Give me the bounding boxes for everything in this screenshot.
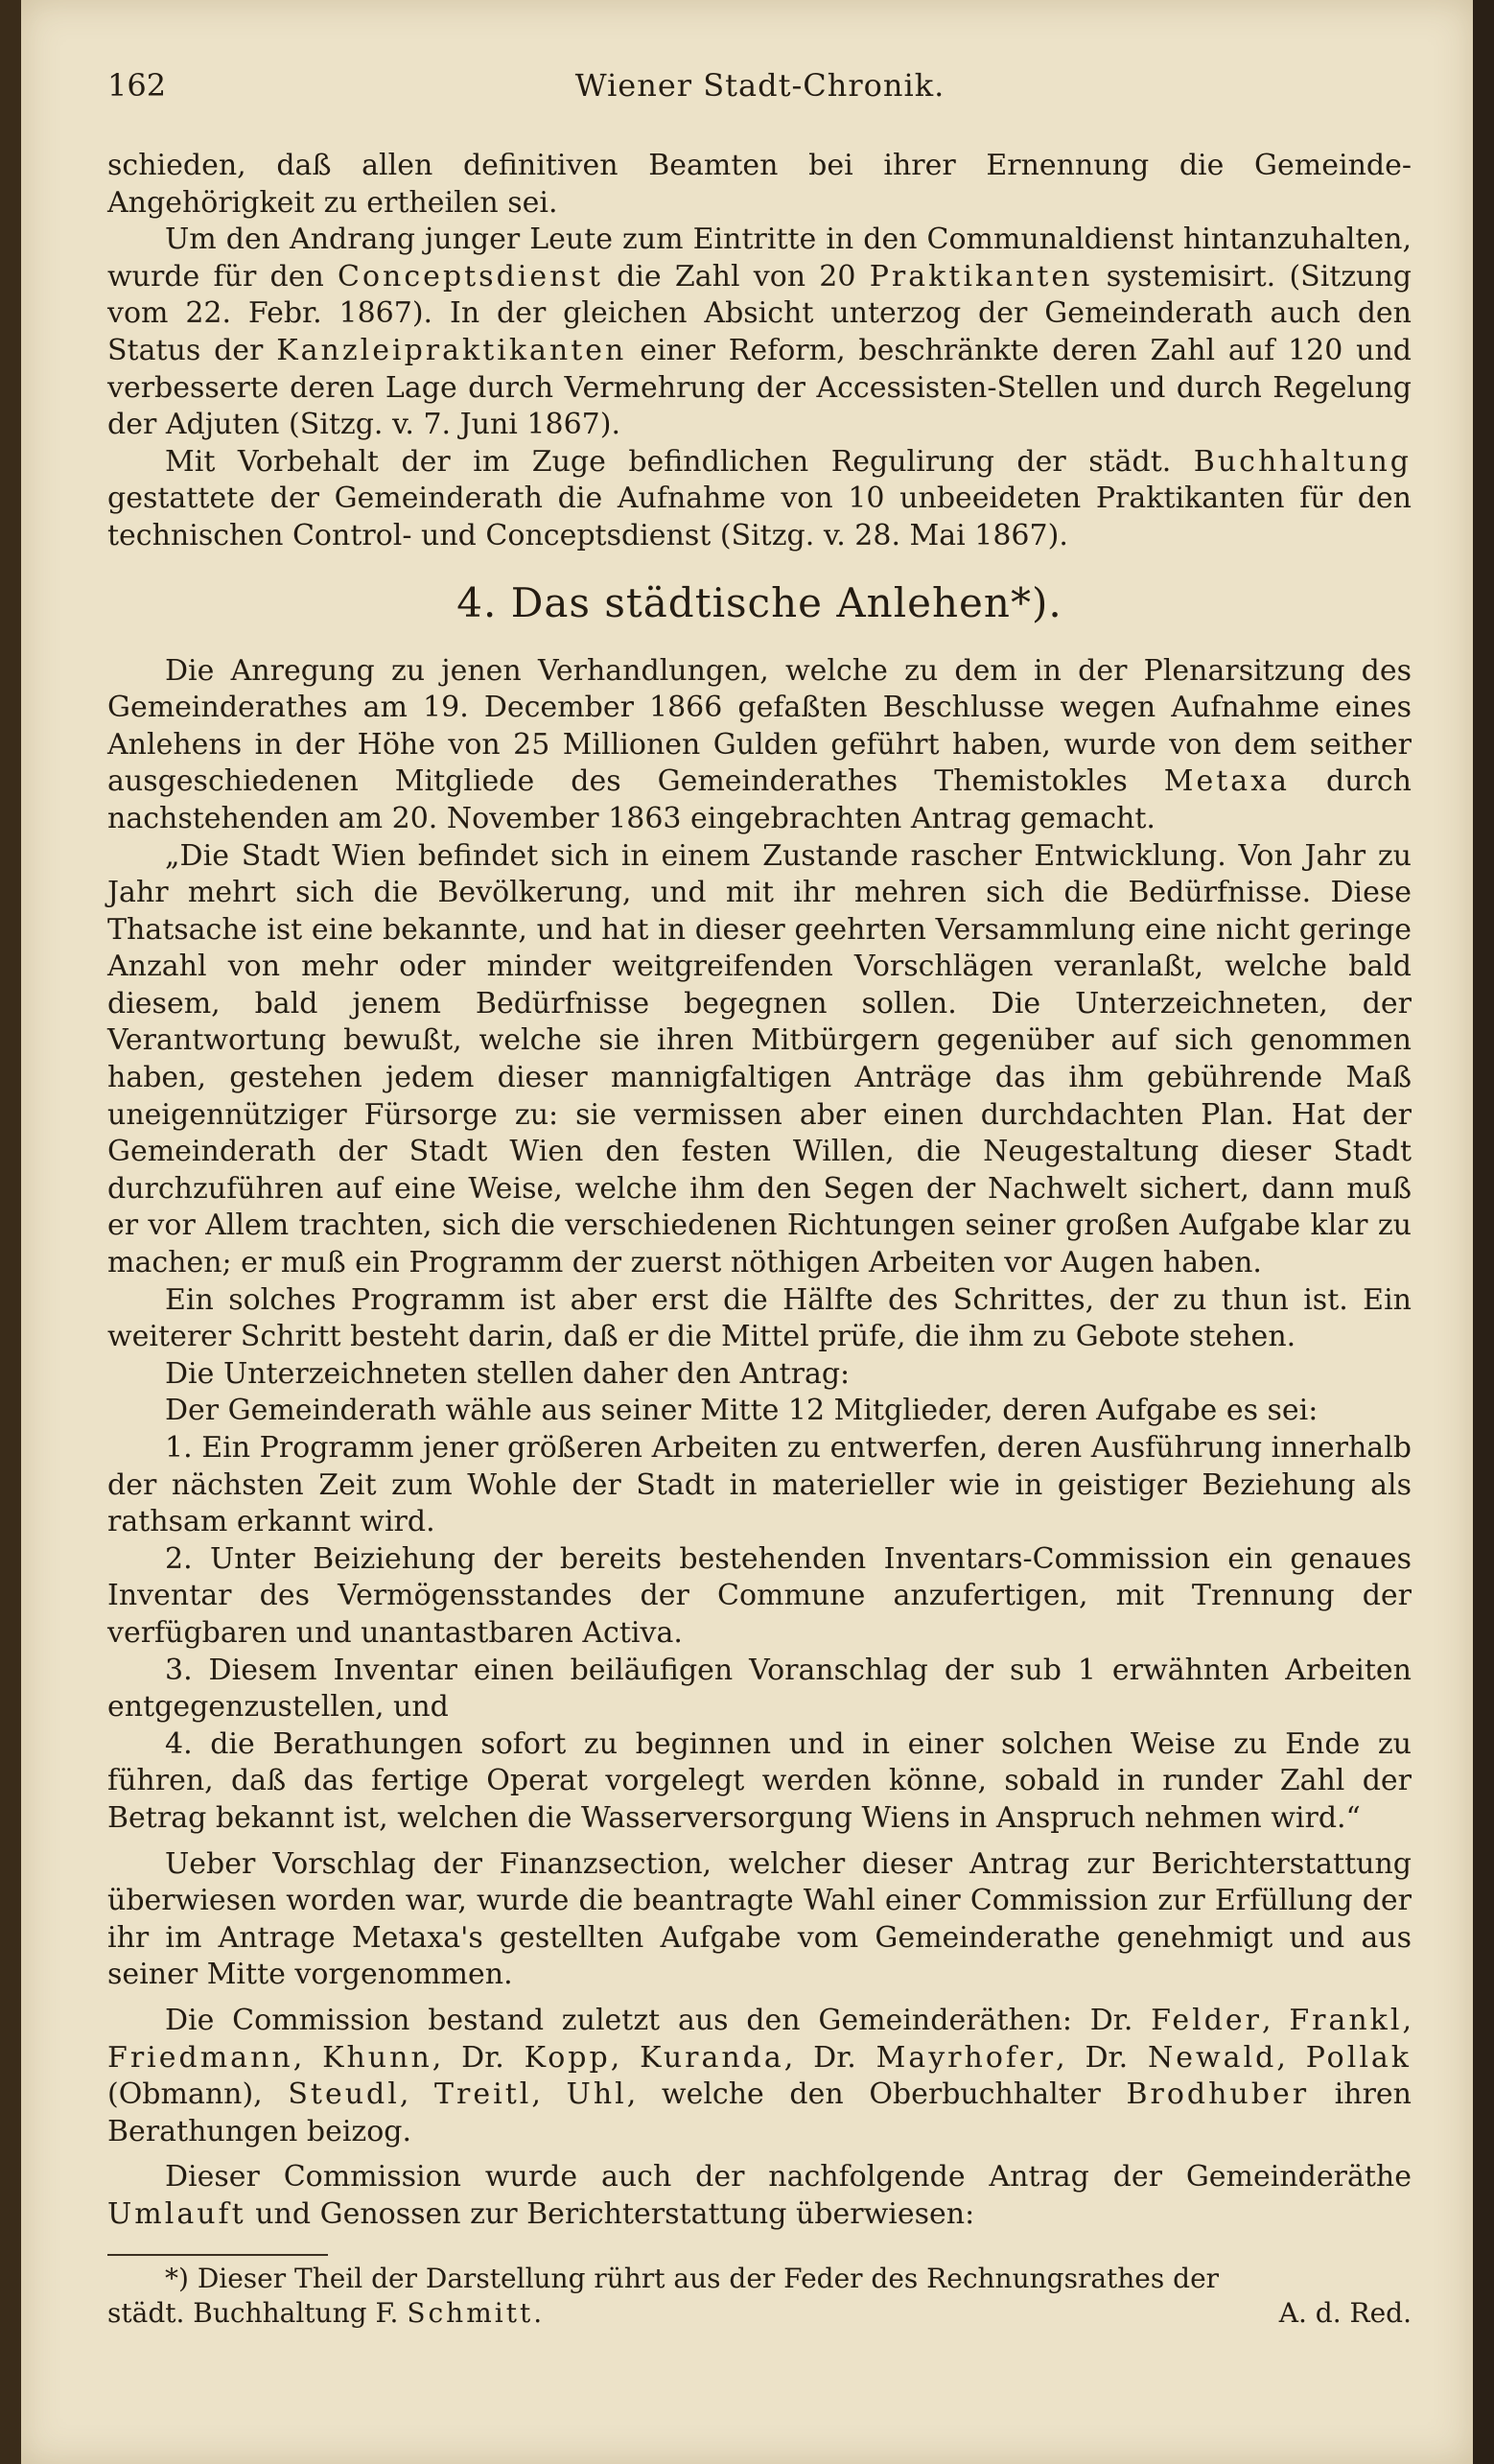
text-run: , Dr. — [1056, 2040, 1148, 2075]
text-run: einer Reform, beschränkte deren Zahl auf 120 und verbesserte deren Lage durch Vermehrung der Accessisten-Stellen und durch Regelung der Adjuten (Sitzg. v. 7. Juni 1867). — [107, 333, 1412, 442]
spaced-name: Brodhuber — [1126, 2077, 1310, 2112]
paragraph-2 — [107, 222, 1412, 444]
spaced-name: Kuranda — [640, 2040, 784, 2075]
footnote-line-2 — [107, 2296, 1412, 2331]
book-page — [21, 0, 1473, 2464]
text-run: systemisirt. (Sitzung vom 22. Febr. 1867). In der gleichen Absicht unterzog der Gemeinderath auch den Status der — [107, 259, 1412, 367]
right-page-edge — [1473, 0, 1494, 2464]
text-run: , Dr. — [432, 2040, 525, 2075]
text-run: , — [610, 2040, 641, 2075]
quote-item-1: 1. Ein Programm jener größeren Arbeiten zu entwerfen, deren Ausführung innerhalb der nächsten Zeit zum Wohle der Stadt in materieller wie in geistiger Beziehung als rathsam erkannt wird. — [107, 1431, 1412, 1539]
text-run: , — [1402, 2003, 1412, 2037]
spaced-name: Friedmann — [107, 2040, 293, 2075]
text-run: , — [1262, 2003, 1290, 2037]
quote-paragraph-3: Die Unterzeichneten stellen daher den Antrag: — [165, 1356, 851, 1391]
spaced-name: Newald — [1147, 2040, 1277, 2075]
page-header — [107, 67, 1412, 106]
page-content — [107, 67, 1412, 2331]
spaced-name: Frankl — [1289, 2003, 1403, 2037]
footnote — [107, 2262, 1412, 2331]
left-page-edge — [0, 0, 21, 2464]
text-run: . — [533, 2297, 543, 2330]
text-run: (Obmann), — [107, 2077, 289, 2112]
running-title: Wiener Stadt-Chronik. — [574, 67, 945, 104]
spaced-name: Steudl — [288, 2077, 400, 2112]
spaced-term: Metaxa — [1163, 764, 1290, 799]
text-run: , — [531, 2077, 567, 2112]
text-run: Die Anregung zu jenen Verhandlungen, welche zu dem in der Plenarsitzung des Gemeinderathes am 19. December 1866 gefaßten Beschlusse wegen Aufnahme eines Anlehens in der Höhe von 25 Millionen Gulden geführt haben, wurde von dem seither ausgeschiedenen Mitgliede des Gemeinderathes Themistokles — [107, 653, 1412, 799]
quote-item-4: 4. die Berathungen sofort zu beginnen und in einer solchen Weise zu Ende zu führen, daß das fertige Operat vorgelegt werden könne, sobald in runder Zahl der Betrag bekannt ist, welchen die Wasserversorgung Wiens in Anspruch nehmen wird.“ — [107, 1726, 1412, 1835]
spaced-name: Uhl — [566, 2077, 627, 2112]
spaced-term: Praktikanten — [869, 259, 1093, 293]
paragraph-5: Ueber Vorschlag der Finanzsection, welcher dieser Antrag zur Berichterstattung überwiesen worden war, wurde die beantragte Wahl einer Commission zur Erfüllung der ihr im Antrage Metaxa's gestellten Aufgabe vom Gemeinderathe genehmigt und aus seiner Mitte vorgenommen. — [107, 1846, 1412, 1992]
footnote-attribution — [107, 2296, 542, 2331]
paragraph-6 — [107, 2003, 1412, 2150]
spaced-name: Kopp — [524, 2040, 611, 2075]
text-run: , — [1276, 2040, 1306, 2075]
text-run: Mit Vorbehalt der im Zuge befindlichen Regulirung der städt. — [165, 444, 1194, 479]
footnote-rule — [107, 2254, 328, 2256]
spaced-name: Pollak — [1305, 2040, 1412, 2075]
text-run: städt. Buchhaltung F. — [107, 2297, 408, 2330]
quote-item-2: 2. Unter Beiziehung der bereits bestehenden Inventars-Commission ein genaues Inventar des Vermögensstandes der Commune anzufertigen, mit Trennung der verfügbaren und unantastbaren Activa. — [107, 1541, 1412, 1650]
spaced-term: Buchhaltung — [1193, 444, 1412, 479]
spaced-name: Felder — [1151, 2003, 1262, 2037]
section-heading: 4. Das städtische Anlehen*). — [456, 578, 1062, 626]
text-run: , — [399, 2077, 434, 2112]
text-run: , welche den Oberbuchhalter — [626, 2077, 1127, 2112]
spaced-name: Mayrhofer — [875, 2040, 1057, 2075]
page-number: 162 — [107, 67, 167, 104]
text-run: und Genossen zur Berichterstattung überwiesen: — [245, 2196, 975, 2231]
quote-paragraph-4: Der Gemeinderath wähle aus seiner Mitte 12 Mitglieder, deren Aufgabe es sei: — [165, 1394, 1319, 1428]
paragraph-3 — [107, 444, 1412, 555]
text-run: ihren Berathungen beizog. — [107, 2077, 1412, 2148]
spaced-name: Umlauft — [107, 2196, 246, 2231]
text-run: gestattete der Gemeinderath die Aufnahme von 10 unbeeideten Praktikanten für den technischen Control- und Conceptsdienst (Sitzg. v. 28. Mai 1867). — [107, 481, 1412, 552]
footnote-line-1: *) Dieser Theil der Darstellung rührt aus der Feder des Rechnungsrathes der — [165, 2263, 1220, 2295]
spaced-name: Schmitt — [407, 2297, 534, 2330]
spaced-term: Conceptsdienst — [338, 259, 603, 293]
text-run: durch nachstehenden am 20. November 1863 eingebrachten Antrag gemacht. — [107, 764, 1412, 835]
paragraph-4 — [107, 653, 1412, 838]
quote-item-3: 3. Diesem Inventar einen beiläufigen Voranschlag der sub 1 erwähnten Arbeiten entgegenzustellen, und — [107, 1653, 1412, 1725]
spaced-term: Kanzleipraktikanten — [276, 333, 627, 367]
editor-signature: A. d. Red. — [1278, 2297, 1412, 2330]
quote-paragraph-1: „Die Stadt Wien befindet sich in einem Zustande rascher Entwicklung. Von Jahr zu Jahr mehrt sich die Bevölkerung, und mit ihr mehren sich die Bedürfnisse. Diese Thatsache ist eine bekannte, und hat in dieser geehrten Versammlung eine nicht geringe Anzahl von mehr oder minder weitgreifenden Vorschlägen veranlaßt, welche bald diesem, bald jenem Bedürfnisse begegnen sollen. Die Unterzeichneten, der Verantwortung bewußt, welche sie ihren Mitbürgern gegenüber auf sich genommen haben, gestehen jedem dieser mannigfaltigen Anträge das ihm gebührende Maß uneigennütziger Fürsorge zu: sie vermissen aber einen durchdachten Plan. Hat der Gemeinderath der Stadt Wien den festen Willen, die Neugestaltung dieser Stadt durchzuführen auf eine Weise, welche ihm den Segen der Nachwelt sichert, dann muß er vor Allem trachten, sich die verschiedenen Richtungen seiner großen Aufgabe klar zu machen; er muß ein Programm der zuerst nöthigen Arbeiten vor Augen haben. — [107, 838, 1412, 1280]
spaced-name: Treitl — [434, 2077, 532, 2112]
paragraph-7 — [107, 2159, 1412, 2233]
text-run: , — [292, 2040, 323, 2075]
paragraph-1: schieden, daß allen definitiven Beamten bei ihrer Ernennung die Gemeinde-Angehörigkeit zu ertheilen sei. — [107, 149, 1412, 220]
text-run: Dieser Commission wurde auch der nachfolgende Antrag der Gemeinderäthe — [165, 2160, 1412, 2194]
text-run: die Zahl von 20 — [602, 259, 870, 293]
text-run: Die Commission bestand zuletzt aus den Gemeinderäthen: Dr. — [165, 2003, 1152, 2037]
text-run: , Dr. — [783, 2040, 876, 2075]
spaced-name: Khunn — [322, 2040, 432, 2075]
quote-paragraph-2: Ein solches Programm ist aber erst die Hälfte des Schrittes, der zu thun ist. Ein weiterer Schritt besteht darin, daß er die Mittel prüfe, die ihm zu Gebote stehen. — [107, 1282, 1412, 1354]
text-run: Um den Andrang junger Leute zum Eintritte in den Communaldienst hintanzuhalten, wurde für den — [107, 223, 1412, 293]
